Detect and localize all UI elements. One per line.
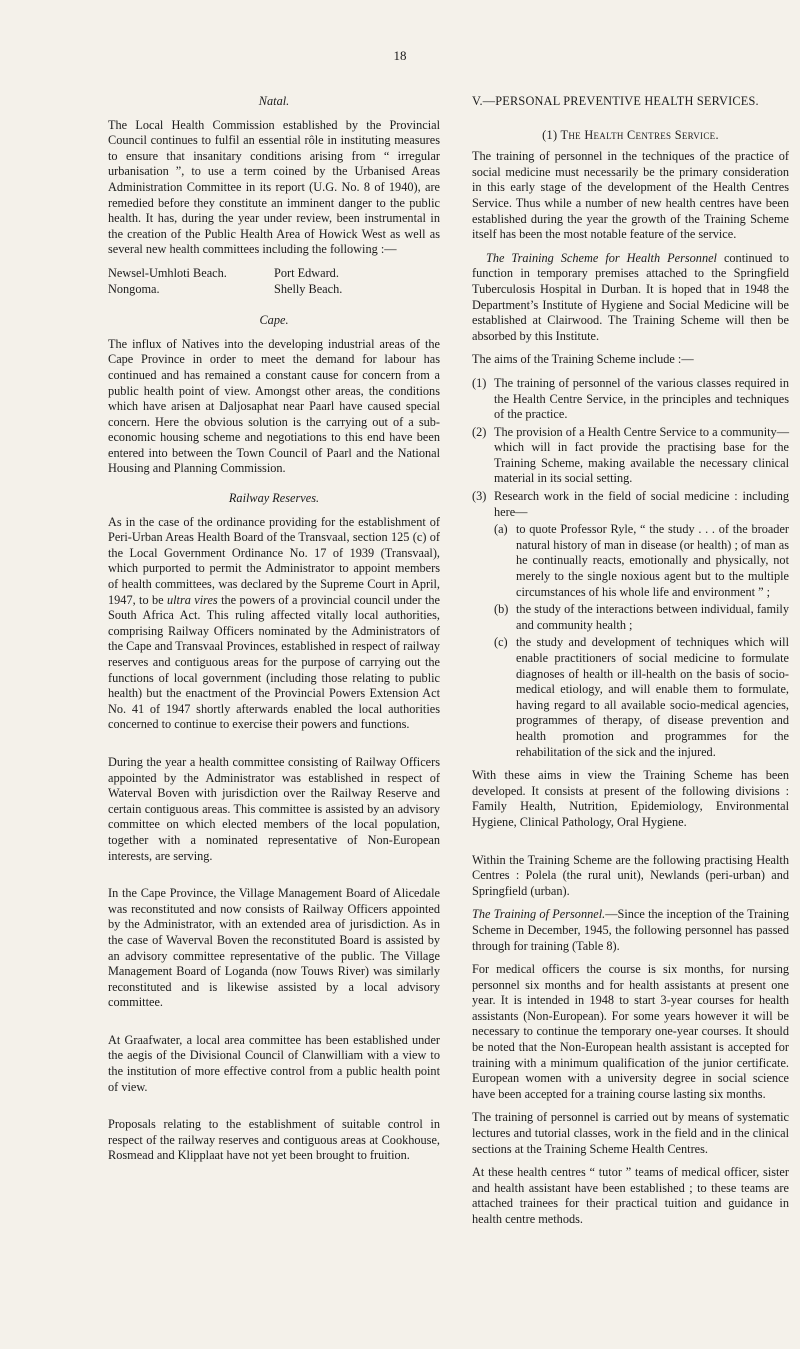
graafwater-paragraph: At Graafwater, a local area committee has been established under the aegis of the Divisional Council of Clanwilliam with a view to the institution of more effective control from a public health point of view. <box>108 1032 440 1094</box>
list-text: The training of personnel of the various classes required in the Health Centre Service, in the principles and techniques of the practice. <box>494 375 789 422</box>
railway-heading: Railway Reserves. <box>228 491 320 506</box>
railway-text-a: As in the case of the ordinance providing for the establishment of Peri-Urban Areas Health Board of the Transvaal, section 125 (c) of the Local Government Ordinance No. 17 of 1939 (Transvaal), which purported to permit the Administrator to appoint members of health committees, was declared by the Supreme Court in April, 1947, to be <box>108 514 440 607</box>
aims-intro: The aims of the Training Scheme include :— <box>472 352 694 367</box>
aims-list <box>472 376 789 760</box>
cape-paragraph: The influx of Natives into the developing industrial areas of the Cape Province in order to meet the demand for labour has continued and has remained a constant cause for concern from a public health point of view. Amongst other areas, the conditions which have arisen at Daljosaphat near Paarl have caused special concern. Here the obvious solution is the carrying out of a sub-economic housing scheme and negotiations to this end have been entered into between the Town Council of Paarl and the National Housing and Planning Commission. <box>108 336 440 476</box>
sub-list-item <box>494 602 789 633</box>
sub-list-text: the study and development of techniques which will enable practitioners of social medicine to formulate diagnoses of health or ill-health on the basis of socio-medical etiology, and will enable them to formulate, having regard to all available socio-medical agencies, programmes of therapy, of disease prevention and health promotion and programmes for the rehabilitation of the sick and the injured. <box>516 635 789 759</box>
natal-paragraph: The Local Health Commission established by the Provincial Council continues to fulfil an essential rôle in instituting measures to ensure that insanitary conditions arising from “ irregular urbanisation ”, to use a term coined by the Urbanised Areas Administration Committee in its report (U.G. No. 8 of 1940), are remedied before they constitute an imminent danger to the public health. It has, during the year under review, been instrumental in the creation of the Public Health Area of Howick West as well as several new health committees including the following :— <box>108 117 440 257</box>
list-text: Research work in the field of social medicine : including here— <box>494 489 789 519</box>
page-number: 18 <box>393 48 407 63</box>
training-scheme-text: continued to function in temporary premises attached to the Springfield Tuberculosis Hospital in Durban. It is hoped that in 1948 the Department’s Institute of Hygiene and Social Medicine will be established at Clairwood. The Training Scheme will then be absorbed by this Institute. <box>472 250 789 343</box>
list-number: (2) <box>472 424 487 439</box>
list-item <box>472 489 789 520</box>
personnel-title: The Training of Personnel. <box>472 907 606 922</box>
tutor-paragraph: At these health centres “ tutor ” teams of medical officer, sister and health assistant have been established ; to these teams are attached trainees for their practical tuition and guidance in health centre methods. <box>472 1165 789 1226</box>
lectures-paragraph: The training of personnel is carried out by means of systematic lectures and tutorial classes, work in the field and in the clinical sections at the Training Scheme Health Centres. <box>472 1110 789 1156</box>
health-centres-paragraph: Within the Training Scheme are the following practising Health Centres : Polela (the rural unit), Newlands (peri-urban) and Springfield (urban). <box>472 852 789 898</box>
sub-list-item <box>494 635 789 760</box>
sub-list-letter: (b) <box>494 602 509 617</box>
sub-list-letter: (c) <box>494 635 508 650</box>
training-scheme-title: The Training Scheme for Health Personnel <box>486 250 717 265</box>
alicedale-paragraph: In the Cape Province, the Village Management Board of Alicedale was reconstituted and now consists of Railway Officers appointed by the Administrator, with an extended area of jurisdiction. As in the case of Waverval Boven the reconstituted Board is assisted by an advisory committee representative of the public. The Village Management Board of Loganda (now Touws River) was similarly reconstituted and is likewise assisted by a local advisory committee. <box>108 886 440 1010</box>
railway-text-b: the powers of a provincial council under the South Africa Act. This ruling affected vitally local authorities, comprising Railway Officers nominated by the Administrators of the Cape and Transvaal Provinces, established in respect of railway reserves and contiguous areas for the purpose of carrying out the functions of local government (including those relating to public health) but the enactment of the Provincial Powers Extension Act No. 41 of 1947 shortly afterwards enabled the local authorities concerned to continue to exercise their powers and functions. <box>108 592 440 732</box>
proposals-paragraph: Proposals relating to the establishment of suitable control in respect of the railway reserves and contiguous areas at Cookhouse, Rosmead and Klipplaat have not yet been brought to fruition. <box>108 1117 440 1163</box>
place-item: Shelly Beach. <box>274 281 343 296</box>
list-item <box>472 425 789 487</box>
health-committee-list <box>108 266 440 297</box>
right-column <box>472 94 789 1236</box>
training-scheme-paragraph <box>472 251 789 345</box>
waterval-paragraph: During the year a health committee consisting of Railway Officers appointed by the Administrator was established in respect of Waterval Boven with jurisdiction over the Railway Reserve and certain contiguous areas. This committee is assisted by an advisory committee on which elected members of the local population, together with a nominated representative of Non-European interests, are serving. <box>108 754 440 863</box>
natal-heading: Natal. <box>258 94 290 108</box>
cape-heading: Cape. <box>259 313 289 328</box>
list-item <box>472 376 789 423</box>
sub-list-text: to quote Professor Ryle, “ the study . . . of the broader natural history of man in disease (or health) ; of man as he continually reacts, emotionally and physically, not merely to the single noxious agent but to the multiple circumstances of his whole life and environment ” ; <box>516 522 789 599</box>
sub-list-item <box>494 522 789 600</box>
place-item: Nongoma. <box>108 281 160 296</box>
section-title: V.—PERSONAL PREVENTIVE HEALTH SERVICES. <box>472 94 759 108</box>
list-number: (3) <box>472 489 487 504</box>
intro-paragraph: The training of personnel in the techniques of the practice of social medicine must necessarily be the primary consideration in this early stage of the development of the Health Centres Service. Thus while a number of new health centres have been established during the year the growth of the Training Scheme itself has been the most notable feature of the service. <box>472 149 789 242</box>
list-number: (1) <box>472 375 487 390</box>
railway-text-em: ultra vires <box>166 592 218 607</box>
sub-list-letter: (a) <box>494 522 508 537</box>
subsection-title: (1) The Health Centres Service. <box>542 127 719 142</box>
sub-list-text: the study of the interactions between individual, family and community health ; <box>516 602 789 632</box>
personnel-text: —Since the inception of the Training Scheme in December, 1945, the following personnel has passed through for training (Table 8). <box>472 907 789 953</box>
place-item: Newsel-Umhloti Beach. <box>108 265 227 280</box>
railway-paragraph <box>108 515 440 733</box>
place-item: Port Edward. <box>274 265 339 280</box>
list-text: The provision of a Health Centre Service to a community—which will in fact provide the practising base for the Training Scheme, making available the necessary clinical material in its social setting. <box>494 424 789 486</box>
divisions-paragraph: With these aims in view the Training Scheme has been developed. It consists at present of the following divisions : Family Health, Nutrition, Epidemiology, Environmental Hygiene, Clinical Pathology, Oral Hygiene. <box>472 768 789 829</box>
personnel-paragraph <box>472 907 789 954</box>
left-column <box>108 94 440 1172</box>
course-paragraph: For medical officers the course is six months, for nursing personnel six months and for health assistants at present one year. It is intended in 1948 to start 3-year courses for health assistants (Non-European). For some years however it will be necessary to continue the temporary one-year courses. It should be noted that the Non-European health assistant is accepted for training with a minimum qualification of the junior certificate. European women with a university degree in social science have been accepted for a training course lasting six months. <box>472 962 789 1101</box>
